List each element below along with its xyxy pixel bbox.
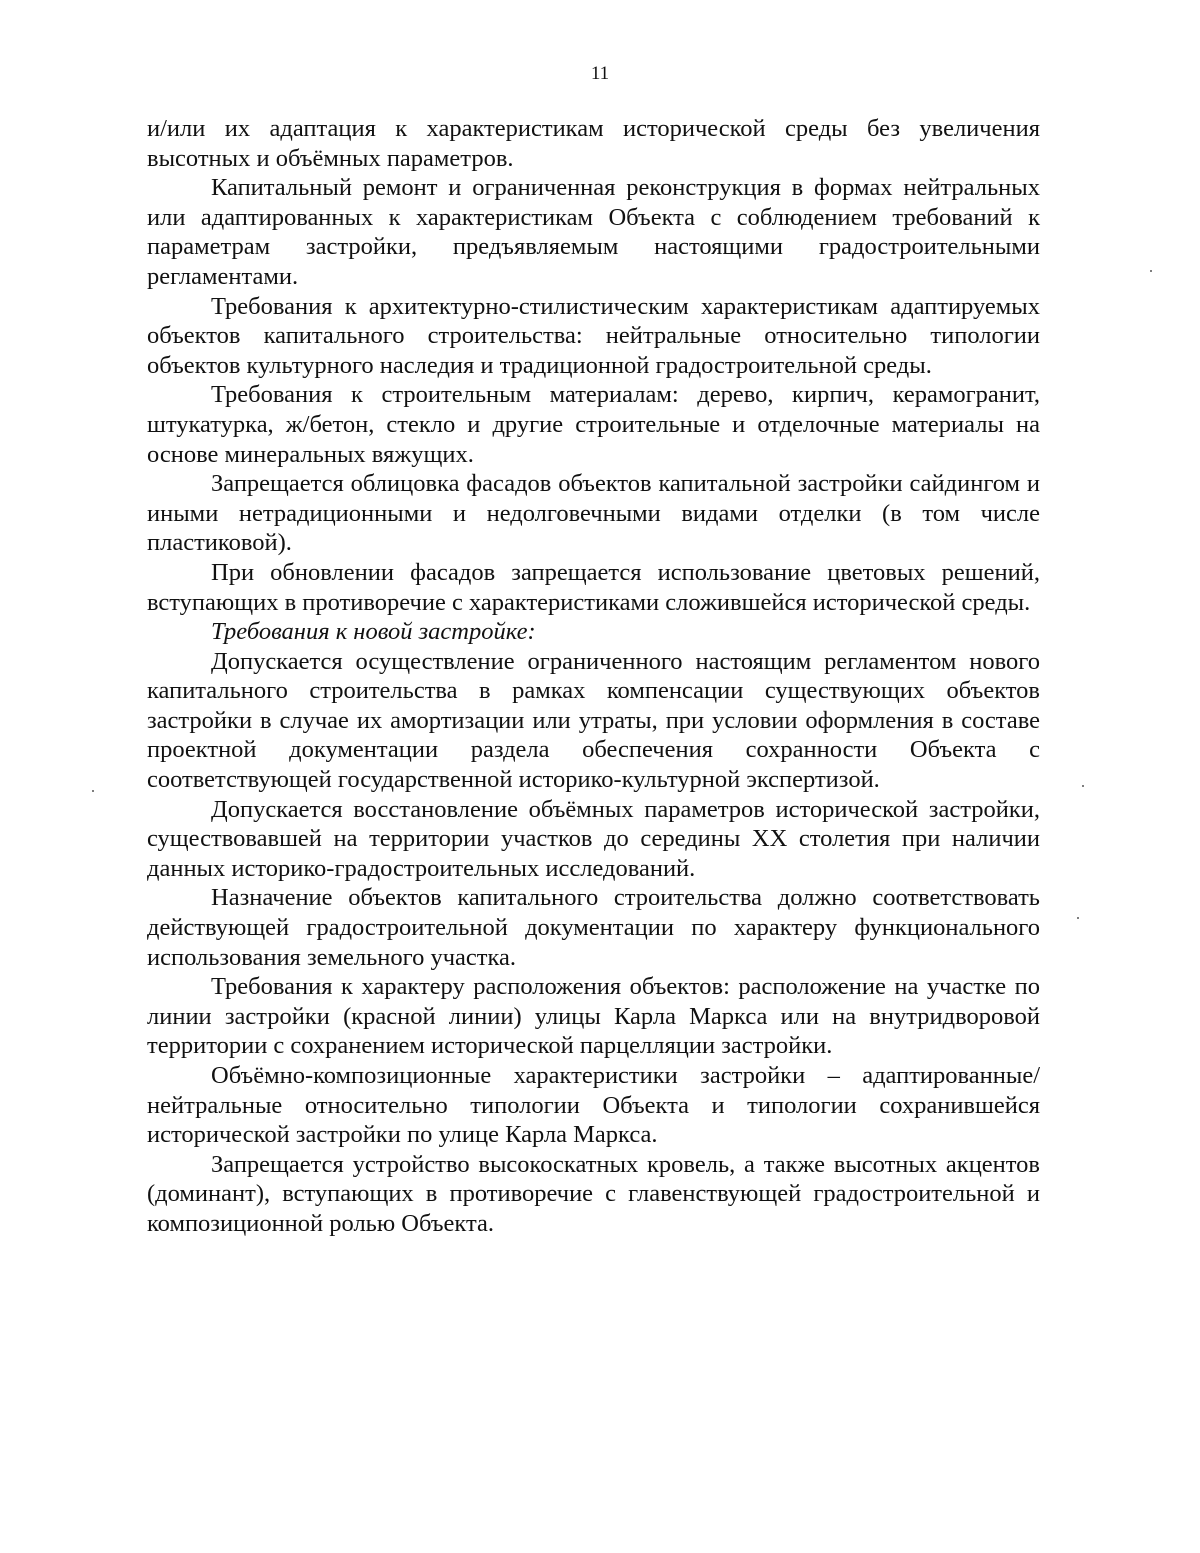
paragraph-building-materials: Требования к строительным материалам: дерево, кирпич, керамогранит, штукатурка, ж/бетон, стекло и другие строительные и отделочные материалы на основе минеральных вяжущих. — [147, 381, 1040, 468]
paragraph-facade-colors: При обновлении фасадов запрещается использование цветовых решений, вступающих в противоречие с характеристиками сложившейся исторической среды. — [147, 558, 1040, 616]
scan-speck — [1150, 270, 1152, 272]
paragraph-roof-restrictions: Запрещается устройство высокоскатных кровель, а также высотных акцентов (доминант), вступающих в противоречие с главенствующей градостроительной и композиционной ролью Объекта. — [147, 1150, 1040, 1237]
scan-speck — [92, 790, 94, 792]
scan-speck — [1077, 917, 1079, 919]
paragraph-facade-cladding: Запрещается облицовка фасадов объектов капитальной застройки сайдингом и иными нетрадиционными и недолговечными видами отделки (в том числе пластиковой). — [147, 470, 1040, 557]
paragraph-capital-repair: Капитальный ремонт и ограниченная реконструкция в формах нейтральных или адаптированных к характеристикам Объекта с соблюдением требований к параметрам застройки, предъявляемым настоящими градостроительными регламентами. — [147, 174, 1040, 290]
paragraph-architectural-style: Требования к архитектурно-стилистическим характеристикам адаптируемых объектов капитального строительства: нейтральные относительно типологии объектов культурного наследия и традиционной градостроительной среды. — [147, 292, 1040, 379]
paragraph-volume-composition: Объёмно-композиционные характеристики застройки – адаптированные/ нейтральные относительно типологии Объекта и типологии сохранившейся исторической застройки по улице Карла Маркса. — [147, 1062, 1040, 1149]
section-heading-new-construction: Требования к новой застройке: — [211, 618, 536, 646]
page-number: 11 — [590, 63, 610, 84]
paragraph-continuation: и/или их адаптация к характеристикам исторической среды без увеличения высотных и объёмных параметров. — [147, 115, 1040, 172]
paragraph-new-construction-allowed: Допускается осуществление ограниченного настоящим регламентом нового капитального строительства в рамках компенсации существующих объектов застройки в случае их амортизации или утраты, при условии оформления в составе проектной документации раздела обеспечения сохранности Объекта с соответствующей государственной историко-культурной экспертизой. — [147, 647, 1040, 794]
paragraph-construction-purpose: Назначение объектов капитального строительства должно соответствовать действующей градостроительной документации по характеру функционального использования земельного участка. — [147, 884, 1040, 971]
scan-speck — [1082, 785, 1084, 787]
paragraph-volume-restoration: Допускается восстановление объёмных параметров исторической застройки, существовавшей на территории участков до середины XX столетия при наличии данных историко-градостроительных исследований. — [147, 795, 1040, 882]
paragraph-placement-requirements: Требования к характеру расположения объектов: расположение на участке по линии застройки (красной линии) улицы Карла Маркса или на внутридворовой территории с сохранением исторической парцелляции застройки. — [147, 973, 1040, 1060]
document-body — [147, 114, 1040, 1239]
